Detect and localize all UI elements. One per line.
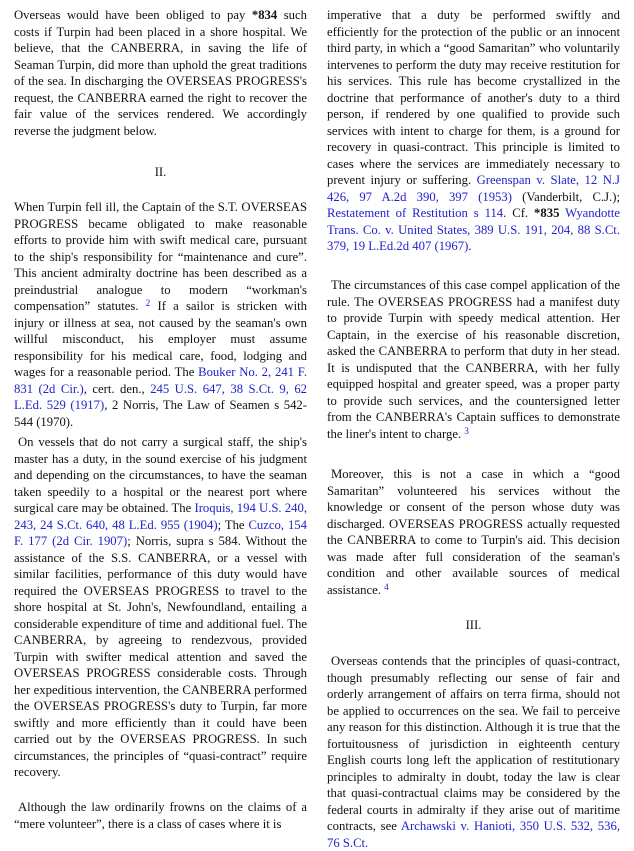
paragraph — [327, 653, 620, 851]
text-run: If a sailor is stricken with injury or illness at sea, not caused by the seaman's own willful misconduct, his employer must assume responsibility for his medical care, food, lodging and wages for a reasonable period. The — [14, 299, 307, 379]
section-heading: II. — [154, 165, 167, 179]
text-run: (Vanderbilt, C.J.); — [511, 189, 620, 204]
paragraph — [327, 466, 620, 598]
citation-link[interactable]: Archawski v. Hanioti, 350 U.S. 532, 536, 76 S.Ct. — [327, 819, 621, 850]
citation-link[interactable]: Iroquis, 194 U.S. 240, 243, 24 S.Ct. 640, 48 L.Ed. 955 (1904) — [14, 501, 307, 532]
text-run: , cert. den., — [83, 381, 151, 396]
citation-link[interactable]: Restatement of Restitution s 114 — [327, 206, 504, 220]
paragraph — [14, 799, 307, 832]
text-run: Although the law ordinarily frowns on the claims of a “mere volunteer”, there is a class of cases where it is — [14, 800, 307, 831]
text-run: The circumstances of this case compel application of the rule. The OVERSEAS PROGRESS had a manifest duty to provide Turpin with speedy medical attention. Her Captain, in the exercise of his reasonable discretion, asked the CANBERRA to perform that duty in her stead. It is undisputed that the CANBERRA, with her fully equipped hospital and greater speed, was a proper party to provide such services, and the countersigned letter from the CANBERRA's Captain suffices to demonstrate the liner's intent to charge. — [327, 278, 620, 441]
text-run: When Turpin fell ill, the Captain of the S.T. OVERSEAS PROGRESS became obligated to make reasonable efforts to provide him with swift medical care, pursuant to the ship's responsibility for “maintenance and cure”. This ancient admiralty doctrine has been described as a preindustrial analogue to modern “workman's compensation” statutes. — [14, 200, 307, 313]
citation-link[interactable]: Bouker No. 2, 241 F. 831 (2d Cir.) — [14, 365, 307, 396]
citation-link[interactable]: Cuzco, 154 F. 177 (2d Cir. 1907) — [14, 517, 307, 548]
text-run: . Cf. — [503, 206, 535, 220]
citation-link[interactable]: Wyandotte Trans. Co. v. United States, 389 U.S. 191, 204, 88 S.Ct. 379, 19 L.Ed.2d 407 (1967) — [327, 206, 621, 253]
footnote-link[interactable]: 2 — [145, 298, 151, 308]
section-heading: III. — [465, 618, 482, 632]
text-run: imperative that a duty be performed swiftly and efficiently for the protection of the public or an innocent third party, in which a “good Samaritan” who voluntarily intervenes to perform the duty may receive restitution for his services. This rule has become crystallized in the doctrine that performance of another's duty to a third person, if rendered by one qualified to provide such services with intent to charge for them, is a ground for recovery in quasi-contract. This principle is limited to cases where the services are immediately necessary to prevent injury or suffering. — [327, 8, 620, 187]
page-marker: *835 — [534, 206, 560, 220]
text-run: On vessels that do not carry a surgical staff, the ship's master has a duty, in the sound exercise of his judgment and depending on the circumstances, to have the seaman taken speedily to a hospital or the nearest port where surgical care may be obtained. The — [14, 435, 307, 515]
footnote-link[interactable]: 3 — [464, 425, 469, 436]
text-run: . — [468, 239, 472, 253]
paragraph — [327, 277, 620, 442]
citation-link[interactable]: Greenspan v. Slate, 12 N.J 426, 97 A.2d 390, 397 (1953) — [327, 173, 620, 204]
paragraph — [327, 7, 620, 255]
text-run: Overseas would have been obliged to pay — [14, 8, 252, 22]
text-run: , 2 Norris, The Law of Seamen s 542-544 (1970). — [14, 398, 308, 429]
paragraph — [14, 434, 307, 781]
text-run: Overseas contends that the principles of quasi-contract, though presumably reflecting our sense of fair and orderly arrangement of affairs on terra firma, should not be applied to occurrences on the sea. We fail to perceive any reason for this distinction. Although it is true that the fortuitousness of jurisdiction in eighteenth century English courts long left the application of restitutionary principles to admiralty in doubt, today the law is clear that quasi-contractual claims may be considered by the federal courts in admiralty if they arise out of maritime contracts, see — [327, 654, 620, 833]
citation-link[interactable]: 245 U.S. 647, 38 S.Ct. 9, 62 L.Ed. 529 (1917) — [14, 381, 308, 412]
footnote-link[interactable]: 4 — [384, 581, 389, 592]
text-run: Moreover, this is not a case in which a “good Samaritan” volunteered his services without the knowledge or consent of the person whose duty was discharged. OVERSEAS PROGRESS actually requested the CANBERRA to come to Turpin's aid. This decision was made after full consideration of the seaman's condition and other available sources of medical assistance. — [327, 467, 620, 597]
paragraph — [14, 7, 307, 139]
page-marker: *834 — [251, 8, 278, 22]
text-run: ; The — [217, 517, 249, 532]
text-run: ; Norris, supra s 584. Without the assistance of the S.S. CANBERRA, or a vessel with similar facilities, performance of this duty would have required the OVERSEAS PROGRESS to travel to the shore hospital at St. John's, Newfoundland, entailing a considerable expenditure of time and additional fuel. The CANBERRA, by agreeing to rendezvous, provided Turpin with swifter medical attention and saved the OVERSEAS PROGRESS considerable costs. Through her expeditious intervention, the CANBERRA performed the OVERSEAS PROGRESS's duty to Turpin, far more swiftly and more efficiently than it could have been carried out by the OVERSEAS PROGRESS. In such circumstances, the principles of “quasi-contract” require recovery. — [14, 534, 307, 779]
text-run: such costs if Turpin had been placed in a shore hospital. We believe, that the CANBERRA, in saving the life of Seaman Turpin, did more than uphold the great traditions of the sea. In discharging the OVERSEAS PROGRESS's request, the CANBERRA earned the right to recover the fair value of the services rendered. We accordingly reverse the judgment below. — [14, 8, 307, 138]
paragraph — [14, 199, 307, 430]
